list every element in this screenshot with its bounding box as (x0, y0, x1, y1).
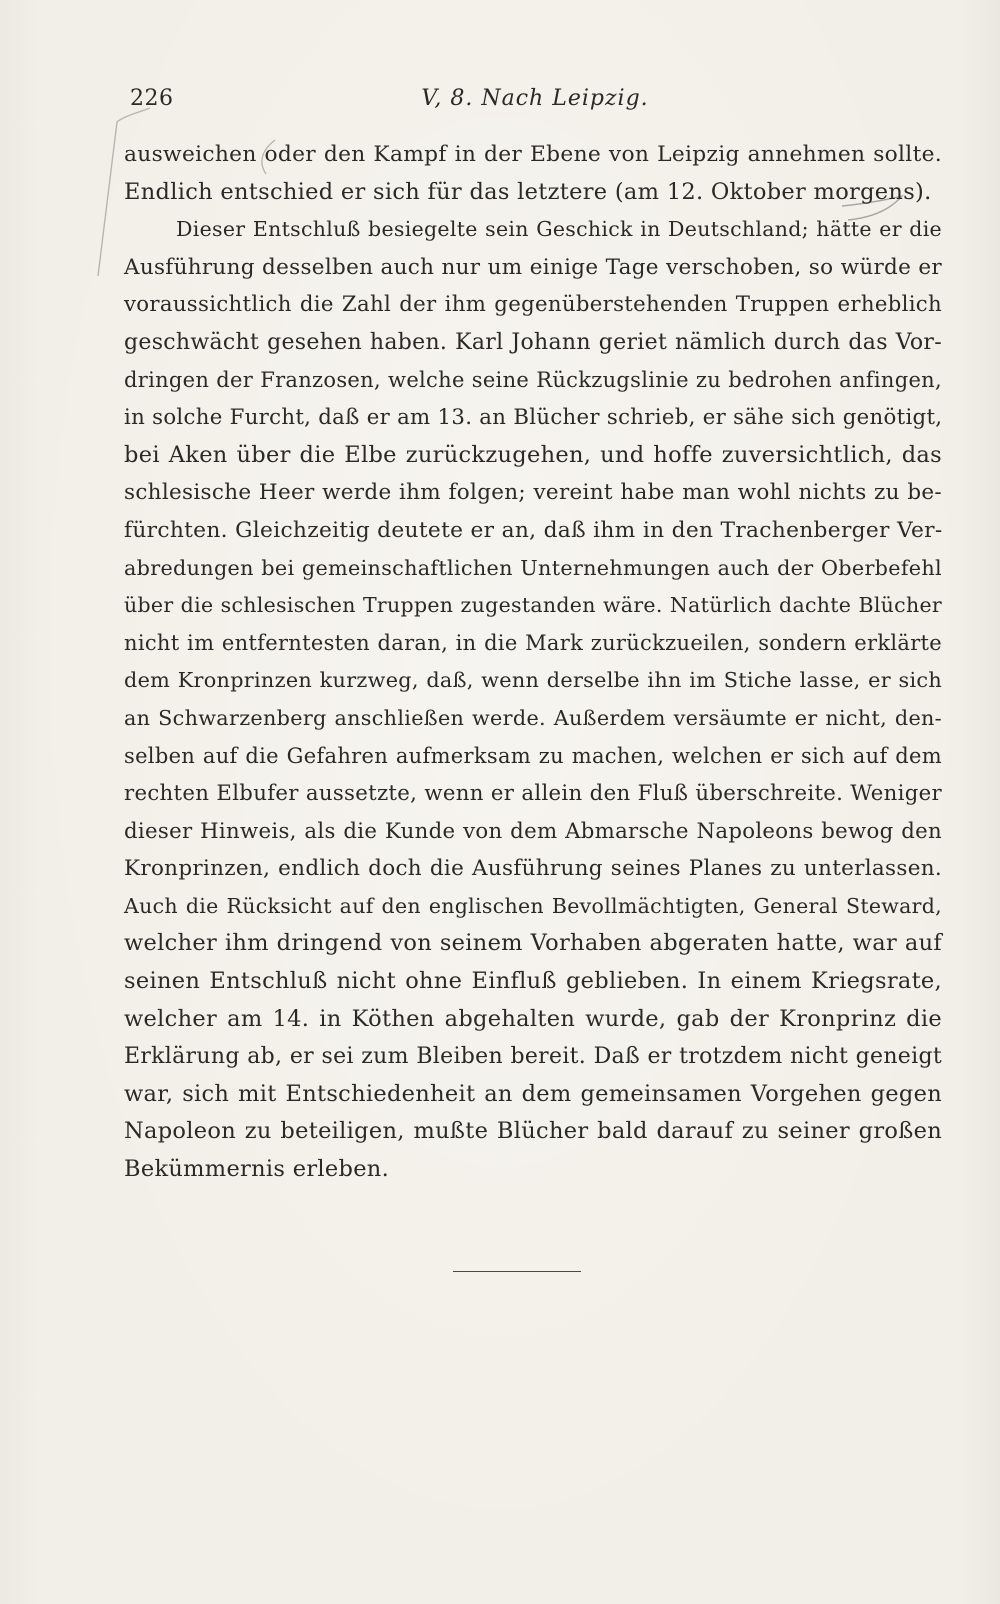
body-text (124, 136, 942, 1189)
text-line: dieser Hinweis, als die Kunde von dem Abmarsche Napoleons bewog den (124, 818, 942, 844)
text-line: Kronprinzen, endlich doch die Ausführung seines Planes zu unterlassen. (124, 856, 942, 882)
text-line: voraussichtlich die Zahl der ihm gegenüberstehenden Truppen erheblich (124, 292, 942, 318)
text-line: seinen Entschluß nicht ohne Einfluß geblieben. In einem Kriegsrate, (124, 968, 942, 995)
text-line: fürchten. Gleichzeitig deutete er an, daß ihm in den Trachenberger Ver- (124, 517, 943, 543)
text-line: geschwächt gesehen haben. Karl Johann geriet nämlich durch das Vor- (124, 329, 942, 355)
text-line: Dieser Entschluß besiegelte sein Geschick in Deutschland; hätte er die (176, 217, 942, 242)
text-line: dringen der Franzosen, welche seine Rückzugslinie zu bedrohen anfingen, (124, 367, 942, 392)
text-line: Auch die Rücksicht auf den englischen Bevollmächtigten, General Steward, (124, 893, 942, 918)
text-line: Ausführung desselben auch nur um einige Tage verschoben, so würde er (124, 254, 942, 280)
text-line: war, sich mit Entschiedenheit an dem gemeinsamen Vorgehen gegen (124, 1080, 942, 1107)
text-line: nicht im entferntesten daran, in die Mark zurückzueilen, sondern erklärte (124, 630, 942, 655)
text-line: schlesische Heer werde ihm folgen; vereint habe man wohl nichts zu be- (124, 480, 942, 506)
text-line: in solche Furcht, daß er am 13. an Blücher schrieb, er sähe sich genötigt, (124, 405, 943, 431)
text-line: welcher am 14. in Köthen abgehalten wurde, gab der Kronprinz die (124, 1005, 942, 1032)
text-line: ausweichen oder den Kampf in der Ebene von Leipzig annehmen sollte. (124, 142, 942, 167)
text-line: bei Aken über die Elbe zurückzugehen, und hoffe zuversichtlich, das (124, 441, 942, 468)
text-line: Bekümmernis erleben. (124, 1156, 390, 1183)
page-number: 226 (130, 86, 174, 111)
text-line: rechten Elbufer aussetzte, wenn er allein den Fluß überschreite. Weniger (124, 781, 942, 807)
text-line: selben auf die Gefahren aufmerksam zu machen, welchen er sich auf dem (124, 743, 942, 768)
text-line: Erklärung ab, er sei zum Bleiben bereit. Daß er trotzdem nicht geneigt (124, 1044, 942, 1070)
page-header (130, 86, 940, 126)
running-head: V, 8. Nach Leipzig. (421, 86, 649, 111)
text-line: über die schlesischen Truppen zugestanden wäre. Natürlich dachte Blücher (124, 593, 942, 618)
text-line: an Schwarzenberg anschließen werde. Außerdem versäumte er nicht, den- (124, 705, 942, 730)
text-line: Endlich entschied er sich für das letztere (am 12. Oktober morgens). (124, 178, 932, 205)
text-line: abredungen bei gemeinschaftlichen Unternehmungen auch der Oberbefehl (124, 555, 942, 580)
section-end-rule (453, 1271, 581, 1272)
text-line: Napoleon zu beteiligen, mußte Blücher bald darauf zu seiner großen (124, 1118, 942, 1145)
text-line: dem Kronprinzen kurzweg, daß, wenn derselbe ihn im Stiche lasse, er sich (124, 668, 942, 693)
text-line: welcher ihm dringend von seinem Vorhaben abgeraten hatte, war auf (124, 930, 942, 957)
